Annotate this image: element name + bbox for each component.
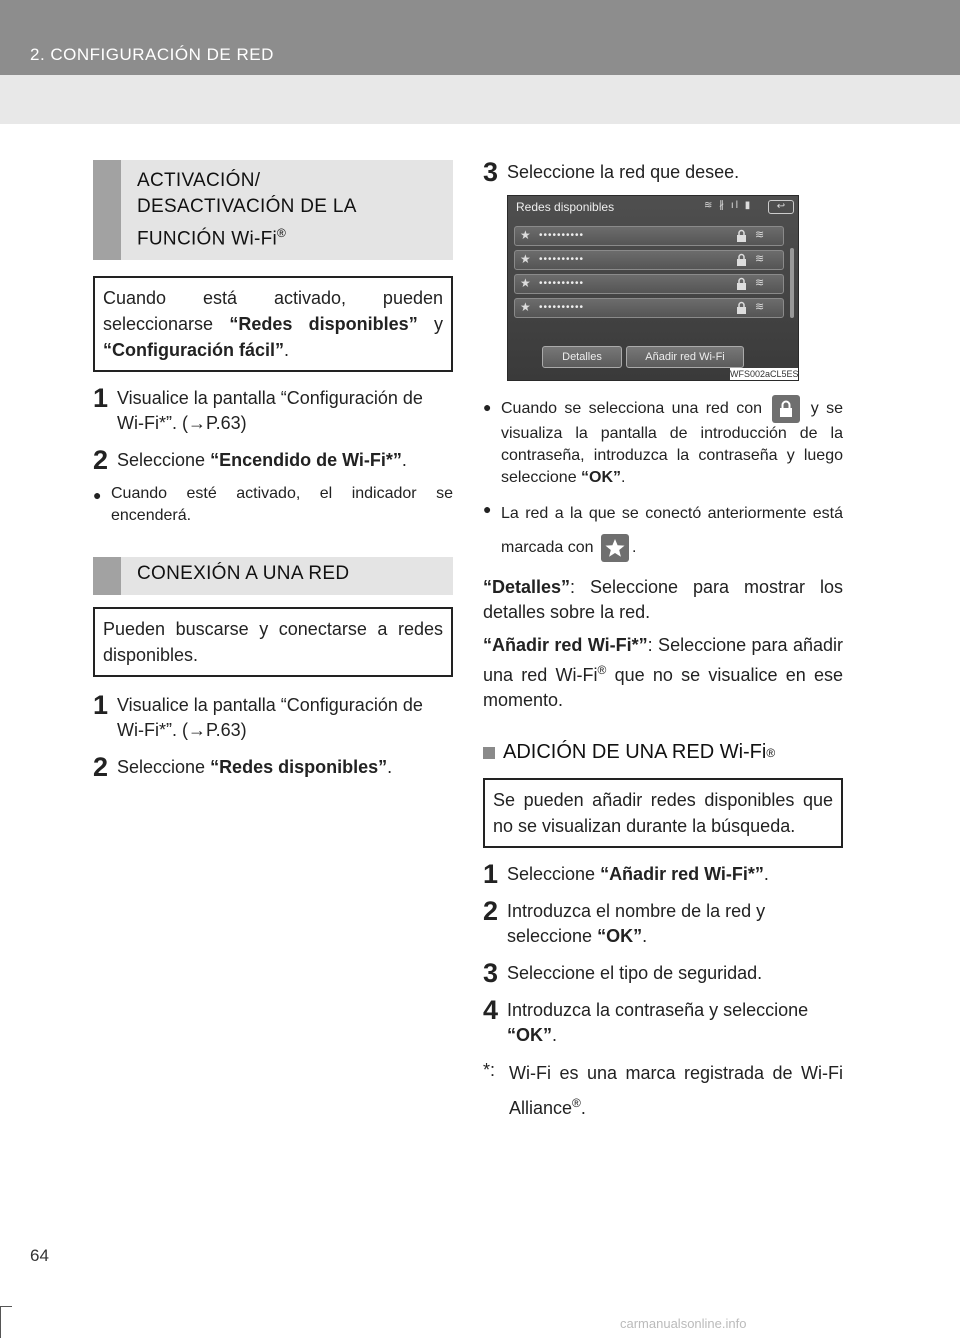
star-icon: ★ [520, 228, 531, 242]
screen-titlebar [508, 196, 798, 218]
lock-icon [736, 253, 747, 267]
bullet-text: y se visualiza la pantalla de introducción de la contraseña, introduzca la contraseña y luego seleccione [501, 400, 843, 486]
step-bold-networks: “Redes disponibles” [210, 757, 388, 778]
screen-title: Redes disponibles [516, 200, 615, 214]
step-2-add [483, 896, 843, 949]
figure-code: WFS002aCL5ES [730, 369, 799, 379]
step-2-connect [93, 752, 453, 783]
step-number: 1 [93, 690, 109, 721]
network-name: •••••••••• [539, 278, 585, 289]
step-text: . [642, 926, 648, 946]
info-box-connect [93, 607, 453, 677]
details-button[interactable]: Detalles [542, 346, 622, 368]
add-wifi-button[interactable]: Añadir red Wi-Fi [626, 346, 744, 368]
step-text: Seleccione la red que desee. [507, 162, 740, 182]
bullet-dot-icon: ● [483, 399, 492, 415]
info-bold-networks: “Redes disponibles” [229, 314, 418, 335]
right-column [483, 157, 843, 1123]
info-text: Pueden buscarse y conectarse a redes disponibles. [103, 619, 443, 666]
info-bold-easy-setup: “Configuración fácil” [103, 340, 285, 361]
footnote [483, 1058, 843, 1123]
bullet-text: La red a la que se conectó anteriormente está marcada con [501, 505, 843, 556]
network-name: •••••••••• [539, 302, 585, 313]
bullet-lock [483, 395, 843, 489]
step-number: 2 [483, 896, 499, 926]
step-text: Seleccione [507, 864, 601, 884]
page-number: 64 [30, 1246, 49, 1265]
lock-icon [736, 229, 747, 243]
bullet-star [483, 497, 843, 565]
screen-available-networks [507, 195, 799, 381]
step-2 [93, 445, 453, 476]
footnote-text: Wi-Fi es una marca registrada de Wi-Fi Alliance [509, 1063, 843, 1118]
details-paragraph [483, 575, 843, 625]
step-text: Seleccione el tipo de seguridad. [507, 963, 763, 983]
step-text: . [763, 864, 769, 884]
step-number: 1 [93, 383, 109, 414]
watermark: carmanualsonline.info [620, 1316, 747, 1331]
header-title: 2. CONFIGURACIÓN DE RED [30, 45, 274, 64]
add-wifi-text: : Seleccione para añadir una red Wi-Fi [483, 635, 843, 685]
star-icon: ★ [520, 300, 531, 314]
info-box-add [483, 778, 843, 848]
footnote-text: . [580, 1098, 586, 1118]
step-text: Introduzca la contraseña y seleccione [507, 1000, 809, 1020]
network-row[interactable] [514, 226, 784, 246]
bullet-bold-ok: “OK” [581, 469, 622, 486]
registered-mark: ® [277, 226, 287, 240]
step-text: Seleccione [117, 450, 211, 471]
wifi-icon: ≋ [755, 301, 765, 313]
section-heading-wifi-toggle [93, 160, 453, 260]
step-text: Introduzca el nombre de la red y seleccione [507, 901, 766, 946]
bullet-dot-icon: ● [93, 487, 102, 504]
step-3-add [483, 958, 843, 988]
bullet-text: Cuando esté activado, el indicador se encenderá. [111, 485, 453, 525]
crop-mark [0, 1306, 1, 1338]
step-bold-add-wifi: “Añadir red Wi-Fi*” [600, 864, 764, 884]
info-box-wifi-toggle [93, 276, 453, 372]
left-column [93, 160, 453, 783]
lock-icon [736, 301, 747, 315]
star-icon [601, 534, 629, 562]
step-number: 3 [483, 157, 499, 187]
footnote-mark: *: [483, 1060, 496, 1080]
step-text: Visualice la pantalla “Configuración de Wi-Fi*”. (→P.63) [117, 695, 423, 741]
step-number: 2 [93, 445, 109, 476]
header-strip [0, 75, 960, 124]
subsection-heading-add [483, 741, 843, 764]
wifi-icon: ≋ [755, 229, 765, 241]
section-title-line1: ACTIVACIÓN/ [137, 170, 261, 191]
step-3-select [483, 157, 843, 187]
network-row[interactable] [514, 298, 784, 318]
step-1-connect [93, 690, 453, 743]
registered-mark: ® [597, 663, 607, 677]
bullet-text: . [621, 469, 626, 486]
step-4-add [483, 995, 843, 1048]
step-text: . [552, 1025, 558, 1045]
step-text: . [387, 757, 393, 778]
info-text: Se pueden añadir redes disponibles que no se visualizan durante la búsqueda. [493, 790, 833, 836]
network-row[interactable] [514, 274, 784, 294]
step-text: Seleccione [117, 757, 211, 778]
section-heading-connect [93, 557, 453, 595]
network-row[interactable] [514, 250, 784, 270]
add-wifi-text: que no se visualice en ese momento. [483, 665, 843, 710]
details-label: “Detalles” [483, 577, 571, 597]
step-bold-ok: “OK” [507, 1025, 552, 1045]
bullet-indicator [93, 483, 453, 527]
star-icon: ★ [520, 252, 531, 266]
wifi-icon: ≋ [755, 253, 765, 265]
section-title-line2: DESACTIVACIÓN DE LA [137, 196, 357, 217]
bullet-text: . [631, 539, 637, 556]
step-text: . [401, 450, 407, 471]
step-bold-ok: “OK” [597, 926, 643, 946]
step-number: 2 [93, 752, 109, 783]
section-title-line3: FUNCIÓN Wi-Fi [137, 228, 278, 250]
network-name: •••••••••• [539, 254, 585, 265]
square-bullet-icon [483, 747, 495, 759]
info-text: y [417, 314, 443, 335]
lock-icon [736, 277, 747, 291]
info-text: Cuando está activado, pueden seleccionarse [103, 288, 443, 335]
registered-mark: ® [766, 745, 776, 760]
star-icon: ★ [520, 276, 531, 290]
registered-mark: ® [572, 1096, 581, 1110]
step-number: 3 [483, 958, 499, 988]
lock-icon [772, 395, 800, 423]
bullet-text: Cuando se selecciona una red con [501, 400, 770, 418]
scrollbar[interactable] [790, 248, 794, 318]
step-number: 4 [483, 995, 499, 1025]
step-bold-wifi-on: “Encendido de Wi-Fi*” [210, 450, 402, 471]
subsection-title: ADICIÓN DE UNA RED Wi-Fi [503, 741, 767, 763]
step-1-add [483, 859, 843, 889]
bullet-dot-icon: ● [483, 501, 492, 517]
step-text: Visualice la pantalla “Configuración de Wi-Fi*”. (→P.63) [117, 388, 423, 434]
step-1 [93, 383, 453, 436]
add-wifi-paragraph [483, 633, 843, 713]
network-name: •••••••••• [539, 230, 585, 241]
info-text: . [284, 340, 290, 361]
crop-mark [0, 1306, 12, 1307]
header-bar [0, 0, 960, 75]
section-title-connect: CONEXIÓN A UNA RED [137, 563, 350, 585]
wifi-icon: ≋ [755, 277, 765, 289]
details-text: : Seleccione para mostrar los detalles sobre la red. [483, 577, 843, 622]
back-button[interactable]: ↩ [768, 200, 794, 214]
step-number: 1 [483, 859, 499, 889]
add-wifi-label: “Añadir red Wi-Fi*” [483, 635, 648, 655]
status-icons: ≋ ∦ ıl ▮ [704, 200, 753, 211]
